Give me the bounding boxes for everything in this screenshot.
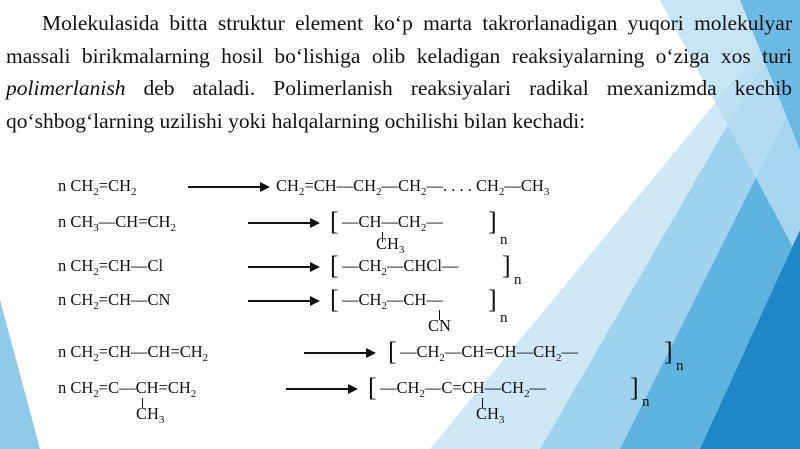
bracket-close: ] xyxy=(502,251,511,280)
repeat-n: n xyxy=(500,232,508,248)
bracket-open: [ xyxy=(330,285,339,314)
bracket-close: ] xyxy=(488,285,497,314)
reactant-ethylene: n $CH_2=CH_2$ xyxy=(58,176,137,198)
reaction-arrow xyxy=(304,352,374,354)
product-polyethylene: $CH_2=CH—CH_2—CH_2—$. . . . $CH_2—CH_3$ xyxy=(276,176,550,198)
reaction-arrow xyxy=(248,266,318,268)
reactant-vinyl-chloride: n $CH_2=CH—Cl$ xyxy=(58,256,164,278)
reactant-branch-methyl: $CH_3$ xyxy=(136,404,165,426)
repeat-n: n xyxy=(642,394,650,410)
repeat-n: n xyxy=(500,310,508,326)
product-polyacrylonitrile: $—CH_2—CH—$ xyxy=(342,290,443,312)
description-paragraph xyxy=(6,7,792,137)
bracket-close: ] xyxy=(488,207,497,236)
bracket-close: ] xyxy=(630,373,639,402)
bracket-open: [ xyxy=(330,251,339,280)
branch-methyl: $CH_3$ xyxy=(376,234,405,256)
repeat-n: n xyxy=(514,272,522,288)
reaction-arrow xyxy=(248,300,318,302)
product-polybutadiene: $—CH_2—CH=CH—CH_2—$ xyxy=(400,342,578,364)
product-branch-methyl: $CH_3$ xyxy=(476,404,505,426)
product-polyisoprene: $—CH_2—C=CH—CH_2—$ xyxy=(380,378,547,400)
bracket-open: [ xyxy=(368,373,377,402)
repeat-n: n xyxy=(676,358,684,374)
paragraph-text-after: deb ataladi. Polimerlanish reaksiyalari radikal mexanizmda kechib qo‘shbog‘larning uzilishi yoki halqalarning ochilishi bilan kechadi: xyxy=(6,76,792,133)
reaction-arrow xyxy=(286,388,356,390)
reaction-arrow xyxy=(248,222,318,224)
paragraph-text-before: Molekulasida bitta struktur element ko‘p marta takrorlanadigan yuqori molekulyar massali birikmalarning hosil bo‘lishiga olib keladigan reaksiyalarning o‘ziga xos turi xyxy=(6,11,792,68)
product-pvc: $—CH_2—CHCl—$ xyxy=(342,256,459,278)
reaction-arrow xyxy=(188,186,268,188)
bracket-open: [ xyxy=(330,207,339,236)
reactant-propylene: n $CH_3—CH=CH_2$ xyxy=(58,212,176,234)
reactant-butadiene: n $CH_2=CH—CH=CH_2$ xyxy=(58,342,209,364)
bracket-close: ] xyxy=(664,337,673,366)
term-polimerlanish: polimerlanish xyxy=(6,76,126,100)
reactant-acrylonitrile: n $CH_2=CH—CN$ xyxy=(58,290,171,312)
branch-nitrile: CN xyxy=(428,316,451,335)
reactant-isoprene: n $CH_2=C—CH=CH_2$ xyxy=(58,378,197,400)
product-polypropylene: $—CH—CH_2—$ xyxy=(342,212,443,234)
bracket-open: [ xyxy=(388,337,397,366)
